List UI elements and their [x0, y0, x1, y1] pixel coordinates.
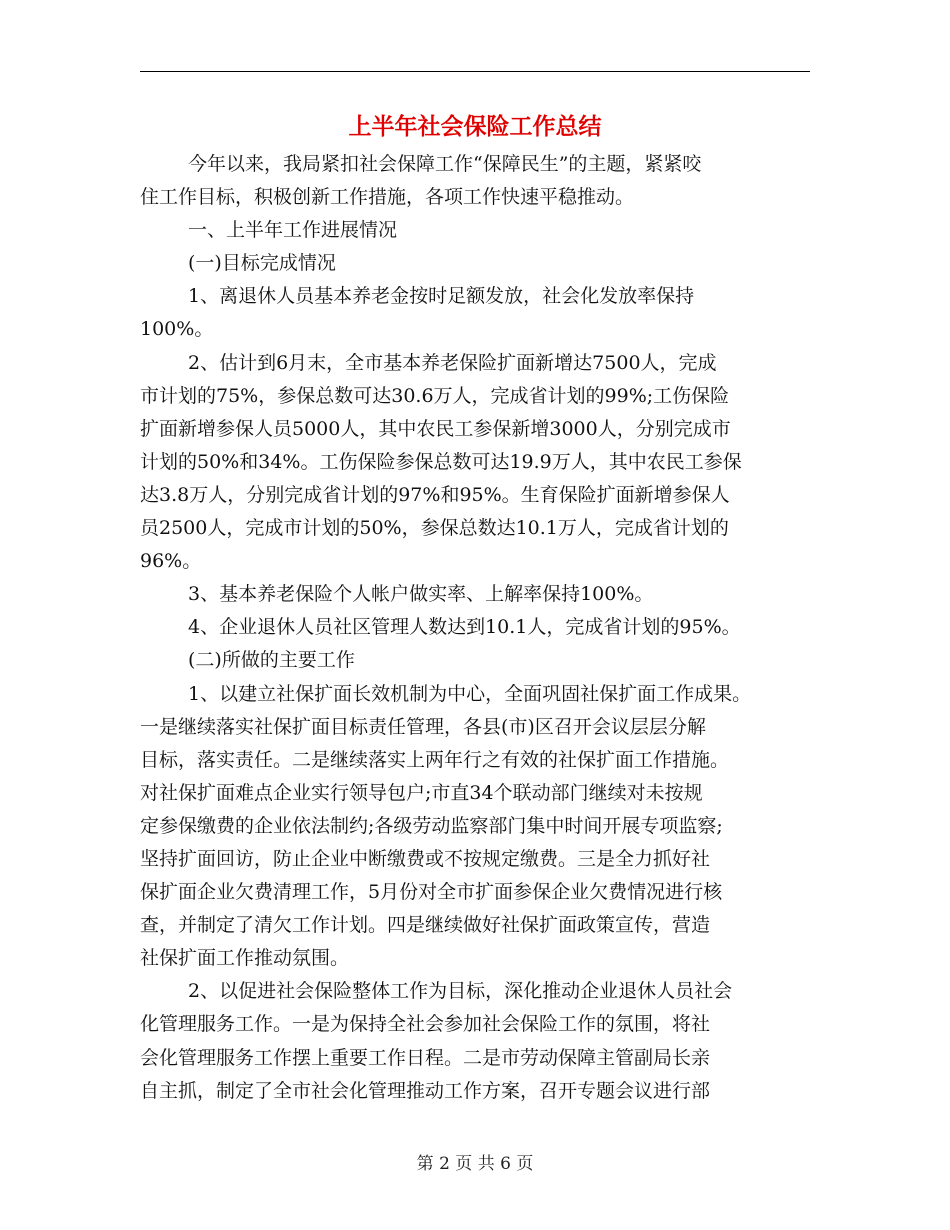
document-title: 上半年社会保险工作总结	[348, 113, 602, 140]
text-line: 100%。	[140, 318, 214, 341]
text-line: 市计划的75%，参保总数可达30.6万人，完成省计划的99%;工伤保险	[140, 384, 730, 407]
text-line: 今年以来，我局紧扣社会保障工作“保障民生”的主题，紧紧咬	[188, 153, 702, 175]
text-line: 3、基本养老保险个人帐户做实率、上解率保持100%。	[188, 583, 654, 606]
text-line: 1、以建立社保扩面长效机制为中心，全面巩固社保扩面工作成果。	[188, 682, 752, 705]
text-line: 查，并制定了清欠工作计划。四是继续做好社保扩面政策宣传，营造	[140, 914, 711, 937]
text-line: 会化管理服务工作摆上重要工作日程。二是市劳动保障主管副局长亲	[140, 1046, 711, 1069]
text-line: 坚持扩面回访，防止企业中断缴费或不按规定缴费。三是全力抓好社	[140, 847, 711, 870]
text-line: 目标，落实责任。二是继续落实上两年行之有效的社保扩面工作措施。	[140, 748, 730, 771]
header-rule	[140, 71, 810, 72]
text-line: (二)所做的主要工作	[188, 649, 355, 672]
text-line: 社保扩面工作推动氛围。	[140, 947, 350, 970]
text-line: 计划的50%和34%。工伤保险参保总数可达19.9万人，其中农民工参保	[140, 450, 742, 473]
text-line: 一、上半年工作进展情况	[188, 219, 398, 242]
text-line: 住工作目标，积极创新工作措施，各项工作快速平稳推动。	[140, 186, 635, 209]
text-line: 1、离退休人员基本养老金按时足额发放，社会化发放率保持	[188, 285, 695, 308]
text-line: 保扩面企业欠费清理工作，5月份对全市扩面参保企业欠费情况进行核	[140, 881, 723, 904]
text-line: 4、企业退休人员社区管理人数达到10.1人，完成省计划的95%。	[188, 616, 741, 639]
text-line: 定参保缴费的企业依法制约;各级劳动监察部门集中时间开展专项监察;	[140, 814, 723, 837]
text-line: 扩面新增参保人员5000人，其中农民工参保新增3000人，分别完成市	[140, 417, 731, 440]
text-line: 2、估计到6月末，全市基本养老保险扩面新增达7500人，完成	[188, 351, 717, 374]
text-line: 一是继续落实社保扩面目标责任管理，各县(市)区召开会议层层分解	[140, 715, 706, 738]
text-line: 96%。	[140, 550, 202, 573]
text-line: 2、以促进社会保险整体工作为目标，深化推动企业退休人员社会	[188, 980, 733, 1003]
text-line: (一)目标完成情况	[188, 252, 336, 275]
page-footer: 第 2 页 共 6 页	[416, 1154, 534, 1174]
text-line: 化管理服务工作。一是为保持全社会参加社会保险工作的氛围，将社	[140, 1013, 711, 1036]
text-line: 对社保扩面难点企业实行领导包户;市直34个联动部门继续对未按规	[140, 781, 703, 804]
text-line: 达3.8万人，分别完成省计划的97%和95%。生育保险扩面新增参保人	[140, 483, 730, 506]
document-body	[140, 148, 820, 1108]
text-line: 自主抓，制定了全市社会化管理推动工作方案，召开专题会议进行部	[140, 1079, 711, 1102]
text-line: 员2500人，完成市计划的50%，参保总数达10.1万人，完成省计划的	[140, 517, 729, 540]
